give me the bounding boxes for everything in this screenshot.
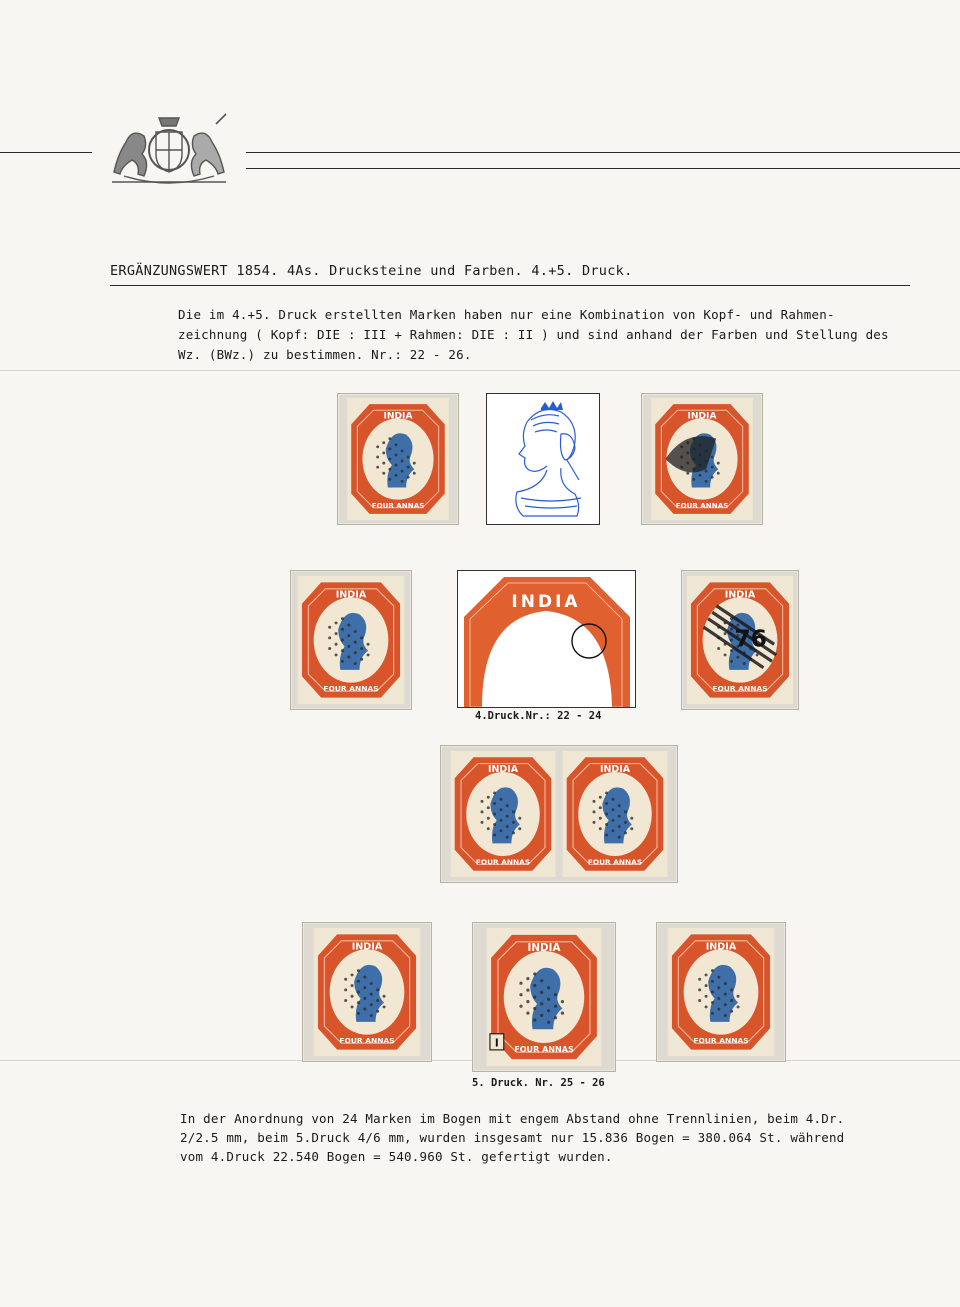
- stamp-card: [681, 570, 799, 710]
- svg-text:FOUR ANNAS: FOUR ANNAS: [712, 684, 768, 694]
- svg-text:FOUR ANNAS: FOUR ANNAS: [587, 857, 643, 867]
- svg-text:FOUR ANNAS: FOUR ANNAS: [371, 500, 425, 510]
- frame-die-diagram: [457, 570, 636, 708]
- svg-text:INDIA: INDIA: [705, 941, 737, 953]
- svg-text:INDIA: INDIA: [335, 589, 367, 601]
- footer-text: [180, 1109, 920, 1166]
- footer-line: 2/2.5 mm, beim 5.Druck 4/6 mm, wurden insgesamt nur 15.836 Bogen = 380.064 St. während: [180, 1130, 845, 1145]
- stamp-card: [472, 922, 616, 1072]
- svg-text:INDIA: INDIA: [383, 411, 413, 422]
- box-cancel-letter: I: [494, 1037, 499, 1050]
- intro-line: Wz. (BWz.) zu bestimmen. Nr.: 22 - 26.: [178, 347, 472, 362]
- svg-text:FOUR ANNAS: FOUR ANNAS: [475, 857, 531, 867]
- intro-text: [178, 305, 908, 365]
- svg-text:FOUR ANNAS: FOUR ANNAS: [514, 1045, 574, 1055]
- stamp-card: [290, 570, 412, 710]
- stamp-card: [302, 922, 432, 1062]
- page-title: ERGÄNZUNGSWERT 1854. 4As. Drucksteine und Farben. 4.+5. Druck.: [110, 263, 633, 279]
- caption-print4: 4.Druck.Nr.: 22 - 24: [475, 710, 602, 722]
- title-underline: [110, 285, 910, 286]
- stamp-card: [656, 922, 786, 1062]
- top-rule-left: [0, 152, 92, 153]
- top-rule-right: [246, 152, 960, 153]
- royal-crest-icon: [104, 112, 234, 192]
- stamp-image: [559, 751, 671, 877]
- stamp-pair-card: [440, 745, 678, 883]
- head-die-diagram: [486, 393, 600, 525]
- faint-fold-line: [0, 370, 960, 371]
- stamp-image: [295, 576, 407, 704]
- intro-line: zeichnung ( Kopf: DIE : III + Rahmen: DIE : II ) und sind anhand der Farben und Stellung des: [178, 327, 889, 342]
- stamp-card: [641, 393, 763, 525]
- footer-line: In der Anordnung von 24 Marken im Bogen mit engem Abstand ohne Trennlinien, beim 4.Dr.: [180, 1111, 845, 1126]
- svg-text:INDIA: INDIA: [351, 941, 383, 953]
- caption-print5: 5. Druck. Nr. 25 - 26: [472, 1077, 605, 1089]
- stamp-image: [308, 928, 426, 1056]
- footer-line: vom 4.Druck 22.540 Bogen = 540.960 St. gefertigt wurden.: [180, 1149, 613, 1164]
- queen-head-drawing: [487, 394, 599, 524]
- stamp-image: [479, 928, 609, 1066]
- frame-drawing: [458, 571, 635, 707]
- cancel-number: 76: [734, 624, 767, 653]
- stamp-image: [686, 576, 794, 704]
- stamp-card: [337, 393, 459, 525]
- intro-line: Die im 4.+5. Druck erstellten Marken haben nur eine Kombination von Kopf- und Rahmen-: [178, 307, 835, 322]
- svg-text:INDIA: INDIA: [527, 942, 561, 954]
- svg-text:INDIA: INDIA: [487, 764, 519, 775]
- svg-text:INDIA: INDIA: [724, 589, 756, 601]
- svg-text:INDIA: INDIA: [687, 411, 717, 422]
- svg-text:INDIA: INDIA: [599, 764, 631, 775]
- svg-text:FOUR ANNAS: FOUR ANNAS: [675, 500, 729, 510]
- svg-text:FOUR ANNAS: FOUR ANNAS: [693, 1036, 749, 1046]
- stamp-image: [447, 751, 559, 877]
- top-rule-right-2: [246, 168, 960, 169]
- stamp-image: [343, 398, 453, 520]
- frame-country-label: INDIA: [511, 592, 581, 612]
- svg-text:FOUR ANNAS: FOUR ANNAS: [323, 684, 379, 694]
- svg-text:FOUR ANNAS: FOUR ANNAS: [339, 1036, 395, 1046]
- stamp-image: [662, 928, 780, 1056]
- stamp-image: [647, 398, 757, 520]
